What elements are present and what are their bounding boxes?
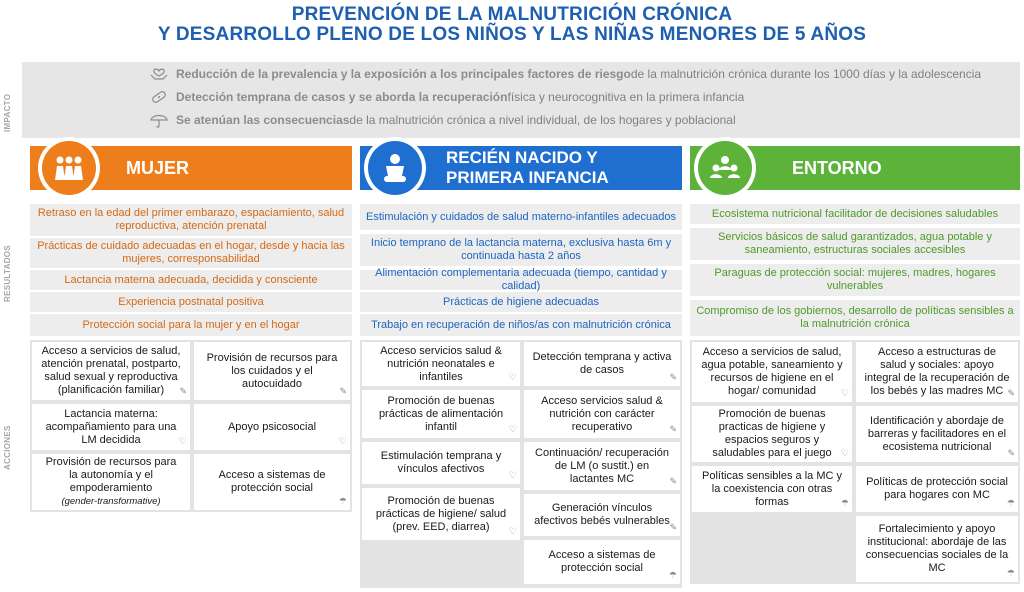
impact-1-bold: Reducción de la prevalencia y la exposición a los principales factores de riesgo [176,67,631,81]
side-label-actions: ACCIONES [3,425,12,470]
impact-row-1 [148,66,981,82]
hands-heart-icon: ♡ [338,436,347,446]
baby-icon [368,141,422,195]
action-mujer-r2 [194,404,350,450]
action-mujer-l3-note: (gender-transformative) [61,496,161,507]
header-mujer-label: MUJER [126,158,190,178]
action-recien-r2 [524,390,680,438]
result-mujer-2: Prácticas de cuidado adecuadas en el hogar, desde y hacia las mujeres, corresponsabilidad [30,238,352,268]
header-recien-line2: PRIMERA INFANCIA [446,168,609,187]
action-entorno-l1-text: Acceso a servicios de salud, agua potable, saneamiento y recursos de higiene en el hogar/ comunidad [701,346,843,397]
action-recien-r5 [524,540,680,584]
hands-heart-icon: ♡ [508,526,517,536]
action-mujer-l2-text: Lactancia materna: acompañamiento para una LM decidida [45,407,177,446]
bandage-icon [148,89,170,105]
result-entorno-4: Compromiso de los gobiernos, desarrollo de políticas sensibles a la malnutrición crónica [690,300,1020,336]
result-mujer-1: Retraso en la edad del primer embarazo, espaciamiento, salud reproductiva, atención prenatal [30,204,352,236]
action-entorno-l1 [692,342,852,402]
action-recien-r3 [524,442,680,490]
action-recien-l4-text: Promoción de buenas prácticas de higiene/ salud (prev. EED, diarrea) [375,494,507,533]
result-entorno-2: Servicios básicos de salud garantizados, agua potable y saneamiento, estructuras sociales accesibles [690,228,1020,260]
result-recien-1: Estimulación y cuidados de salud materno-infantiles adecuados [360,204,682,230]
umbrella-icon: ☂ [338,496,347,506]
umbrella-icon: ☂ [1006,498,1015,508]
action-mujer-r1-text: Provisión de recursos para los cuidados y el autocuidado [206,351,338,390]
action-mujer-l2 [32,404,190,450]
action-recien-l1 [362,342,520,386]
action-entorno-l3 [692,466,852,512]
action-recien-l2-text: Promoción de buenas prácticas de alimentación infantil [378,394,504,433]
impact-2-bold: Detección temprana de casos y se aborda la recuperación [176,90,508,104]
action-recien-l3 [362,442,520,484]
side-label-impact: IMPACTO [3,93,12,132]
hands-heart-icon: ♡ [840,388,849,398]
action-mujer-l1 [32,342,190,400]
impact-1-rest: de la malnutrición crónica durante los 1000 días y la adolescencia [630,67,982,81]
header-recien [360,146,682,190]
impact-3-rest: de la malnutrición crónica a nivel individual, de los hogares y poblacional [349,113,736,127]
result-recien-3: Alimentación complementaria adecuada (tiempo, cantidad y calidad) [360,270,682,290]
impact-row-3 [148,112,736,128]
baby-icon-circle [364,137,426,199]
side-label-results: RESULTADOS [3,245,12,302]
action-mujer-l3 [32,454,190,510]
action-entorno-l2-text: Promoción de buenas practicas de higiene y espacios seguros y saludables para el juego [712,408,832,459]
action-entorno-r4-text: Fortalecimiento y apoyo institucional: abordaje de las consecuencias sociales de la MC [865,523,1009,574]
result-entorno-3: Paraguas de protección social: mujeres, madres, hogares vulnerables [690,264,1020,296]
action-recien-r3-text: Continuación/ recuperación de LM (o sustit.) en lactantes MC [535,446,669,485]
action-recien-l3-text: Estimulación temprana y vínculos afectivos [380,450,502,475]
action-entorno-l3-text: Políticas sensibles a la MC y la coexistencia con otras formas [702,469,842,508]
result-recien-4: Prácticas de higiene adecuadas [360,292,682,312]
bandage-icon: ✎ [1007,448,1015,458]
action-recien-l4 [362,488,520,540]
action-mujer-r3-text: Acceso a sistemas de protección social [218,469,326,494]
umbrella-icon: ☂ [840,498,849,508]
action-entorno-l2 [692,406,852,462]
action-entorno-r3 [856,466,1018,512]
action-mujer-r1 [194,342,350,400]
result-mujer-5: Protección social para la mujer y en el hogar [30,314,352,336]
umbrella-icon: ☂ [1006,568,1015,578]
header-mujer [30,146,352,190]
action-recien-r1 [524,342,680,386]
action-mujer-l3-text: Provisión de recursos para la autonomía y el empoderamiento [45,456,177,494]
impact-2-rest: física y neurocognitiva en la primera infancia [507,90,745,104]
result-entorno-1: Ecosistema nutricional facilitador de decisiones saludables [690,204,1020,224]
bandage-icon: ✎ [179,386,187,396]
header-recien-line1: RECIÉN NACIDO Y [446,148,598,167]
action-mujer-r3 [194,454,350,510]
hands-heart-icon: ♡ [840,448,849,458]
bandage-icon: ✎ [1007,388,1015,398]
umbrella-icon [148,112,170,128]
action-entorno-r4 [856,516,1018,582]
community-icon-circle [694,137,756,199]
action-entorno-r2 [856,406,1018,462]
result-recien-5: Trabajo en recuperación de niños/as con malnutrición crónica [360,314,682,336]
action-mujer-r2-text: Apoyo psicosocial [227,420,317,433]
bandage-icon: ✎ [669,522,677,532]
hands-heart-icon: ♡ [508,372,517,382]
hands-heart-icon: ♡ [178,436,187,446]
action-entorno-r1-text: Acceso a estructuras de salud y sociales: apoyo integral de la recuperación de los bebés y las madres MC [864,346,1010,397]
hands-heart-icon: ♡ [508,424,517,434]
women-icon-circle [38,137,100,199]
impact-3-bold: Se atenúan las consecuencias [176,113,350,127]
women-icon [42,141,96,195]
hands-heart-icon [148,66,170,82]
umbrella-icon: ☂ [668,570,677,580]
action-recien-l1-text: Acceso servicios salud & nutrición neonatales e infantiles [380,344,502,383]
community-icon [698,141,752,195]
bandage-icon: ✎ [669,424,677,434]
action-recien-r1-text: Detección temprana y activa de casos [532,351,672,376]
bandage-icon: ✎ [669,476,677,486]
result-mujer-4: Experiencia postnatal positiva [30,292,352,312]
action-recien-r2-text: Acceso servicios salud & nutrición con carácter recuperativo [541,394,663,433]
bandage-icon: ✎ [339,386,347,396]
impact-row-2 [148,89,744,105]
action-recien-r4 [524,494,680,536]
page-title-line2: Y DESARROLLO PLENO DE LOS NIÑOS Y LAS NIÑAS MENORES DE 5 AÑOS [157,24,867,45]
page-title-line1: PREVENCIÓN DE LA MALNUTRICIÓN CRÓNICA [291,4,733,25]
action-entorno-r2-text: Identificación y abordaje de barreras y facilitadores en el ecosistema nutricional [867,414,1007,453]
action-entorno-r3-text: Políticas de protección social para hogares con MC [866,476,1008,501]
result-recien-2: Inicio temprano de la lactancia materna, exclusiva hasta 6m y continuada hasta 2 años [360,234,682,266]
action-recien-l2 [362,390,520,438]
bandage-icon: ✎ [669,372,677,382]
result-mujer-3: Lactancia materna adecuada, decidida y consciente [30,270,352,290]
action-mujer-l1-text: Acceso a servicios de salud, atención prenatal, postparto, salud sexual y reproductiva (planificación familiar) [41,345,181,396]
action-entorno-r1 [856,342,1018,402]
header-entorno [690,146,1020,190]
hands-heart-icon: ♡ [508,470,517,480]
action-recien-r4-text: Generación vínculos afectivos bebés vulnerables [534,502,670,527]
header-entorno-label: ENTORNO [792,158,882,178]
action-recien-r5-text: Acceso a sistemas de protección social [548,549,656,574]
